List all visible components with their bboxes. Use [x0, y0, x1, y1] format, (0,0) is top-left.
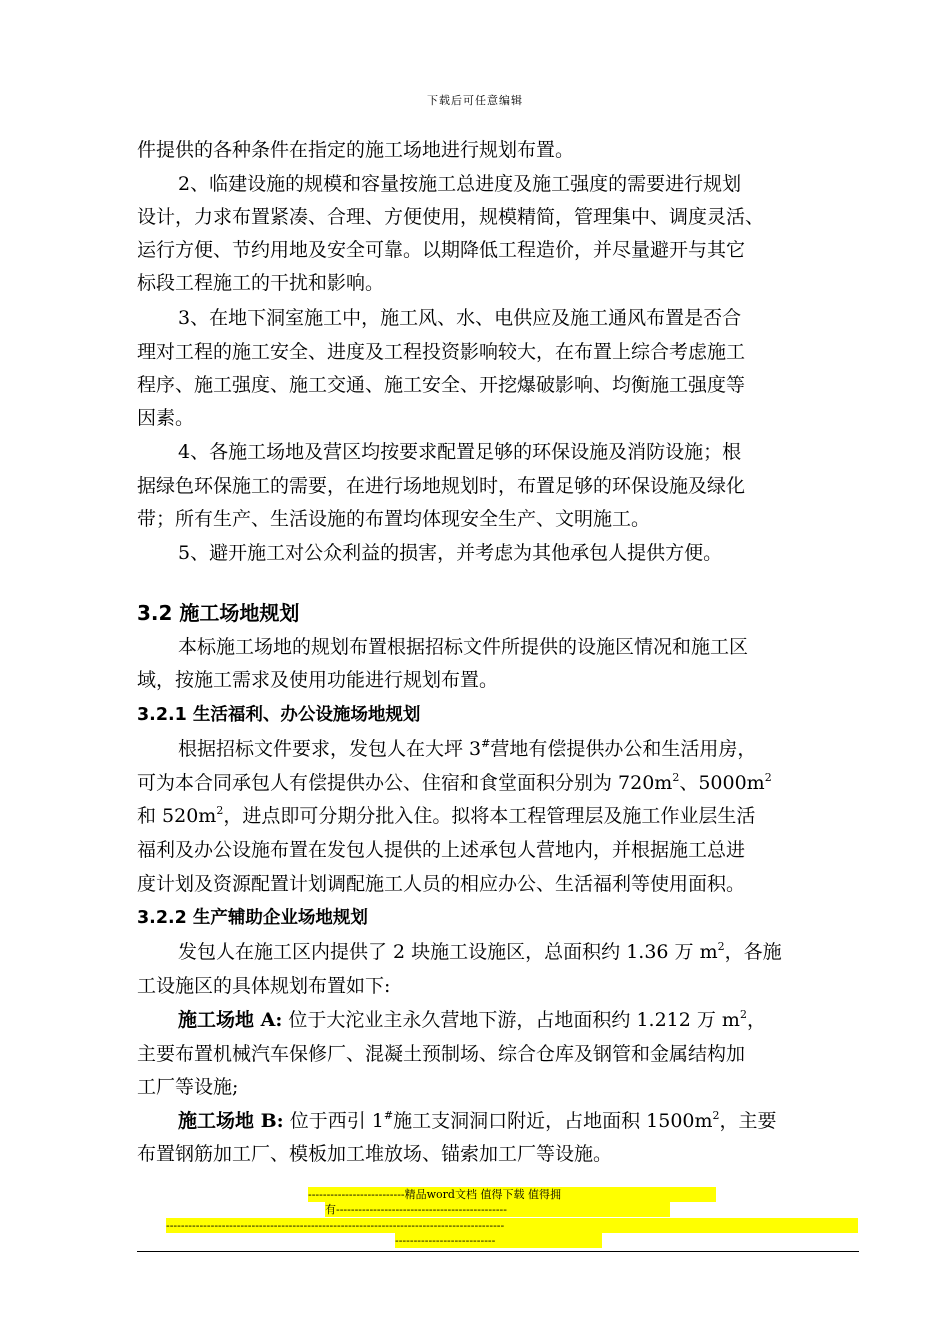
body-line: 2、临建设施的规模和容量按施工总进度及施工强度的需要进行规划 [178, 173, 742, 195]
footer-divider [137, 1251, 859, 1252]
site-b-label: 施工场地 B: [178, 1110, 284, 1132]
footer-watermark-line-1: --------------------------精品word文档 值得下载 值得拥 [308, 1187, 716, 1202]
body-line: 和 $520m^2$，进点即可分期分批入住。拟将本工程管理层及施工作业层生活 [137, 804, 756, 827]
site-a-label: 施工场地 A: [178, 1009, 283, 1031]
body-line: 3、在地下洞室施工中，施工风、水、电供应及施工通风布置是否合 [178, 307, 742, 329]
section-heading-3-2: 3.2 施工场地规划 [137, 601, 300, 625]
body-line: 因素。 [137, 407, 195, 429]
body-line: 发包人在施工区内提供了 2 块施工设施区，总面积约 1.36 万 $m^2$，各施 [178, 940, 782, 963]
body-line: 运行方便、节约用地及安全可靠。以期降低工程造价，并尽量避开与其它 [137, 239, 746, 261]
footer-watermark-line-3: ------------------------------------------------------------------------------------------- [166, 1218, 858, 1233]
body-line: 5、避开施工对公众利益的损害，并考虑为其他承包人提供方便。 [178, 542, 723, 564]
footer-watermark-line-4: --------------------------- [395, 1233, 602, 1248]
body-line: 设计，力求布置紧凑、合理、方便使用，规模精简，管理集中、调度灵活、 [137, 206, 765, 228]
body-line: 带；所有生产、生活设施的布置均体现安全生产、文明施工。 [137, 508, 651, 530]
body-line: 主要布置机械汽车保修厂、混凝土预制场、综合仓库及钢管和金属结构加 [137, 1043, 746, 1065]
body-line: 据绿色环保施工的需要，在进行场地规划时，布置足够的环保设施及绿化 [137, 475, 746, 497]
body-line: 域，按施工需求及使用功能进行规划布置。 [137, 669, 499, 691]
page-header: 下载后可任意编辑 [427, 94, 523, 107]
section-heading-3-2-2: 3.2.2 生产辅助企业场地规划 [137, 908, 368, 928]
section-heading-3-2-1: 3.2.1 生活福利、办公设施场地规划 [137, 705, 421, 725]
body-line: 工设施区的具体规划布置如下: [137, 975, 391, 997]
body-line: 4、各施工场地及营区均按要求配置足够的环保设施及消防设施；根 [178, 441, 742, 463]
body-line: 可为本合同承包人有偿提供办公、住宿和食堂面积分别为 $720m^2$、$5000m^2$ [137, 771, 772, 794]
body-line: 根据招标文件要求，发包人在大坪 3#营地有偿提供办公和生活用房， [178, 737, 757, 760]
body-line: 件提供的各种条件在指定的施工场地进行规划布置。 [137, 139, 575, 161]
body-line: 福利及办公设施布置在发包人提供的上述承包人营地内，并根据施工总进 [137, 839, 746, 861]
site-a-line: 施工场地 A: 位于大沱业主永久营地下游，占地面积约 1.212 万 $m^2$， [178, 1008, 766, 1031]
body-line: 布置钢筋加工厂、模板加工堆放场、锚索加工厂等设施。 [137, 1143, 613, 1165]
body-line: 理对工程的施工安全、进度及工程投资影响较大，在布置上综合考虑施工 [137, 341, 746, 363]
body-line: 本标施工场地的规划布置根据招标文件所提供的设施区情况和施工区 [178, 636, 749, 658]
body-line: 度计划及资源配置计划调配施工人员的相应办公、生活福利等使用面积。 [137, 873, 746, 895]
body-line: 工厂等设施; [137, 1076, 239, 1098]
site-b-line: 施工场地 B: 位于西引 1#施工支洞洞口附近，占地面积 $1500m^2$，主要 [178, 1109, 777, 1132]
footer-watermark-line-2: 有---------------------------------------------- [325, 1202, 670, 1217]
body-line: 程序、施工强度、施工交通、施工安全、开挖爆破影响、均衡施工强度等 [137, 374, 746, 396]
body-line: 标段工程施工的干扰和影响。 [137, 272, 385, 294]
